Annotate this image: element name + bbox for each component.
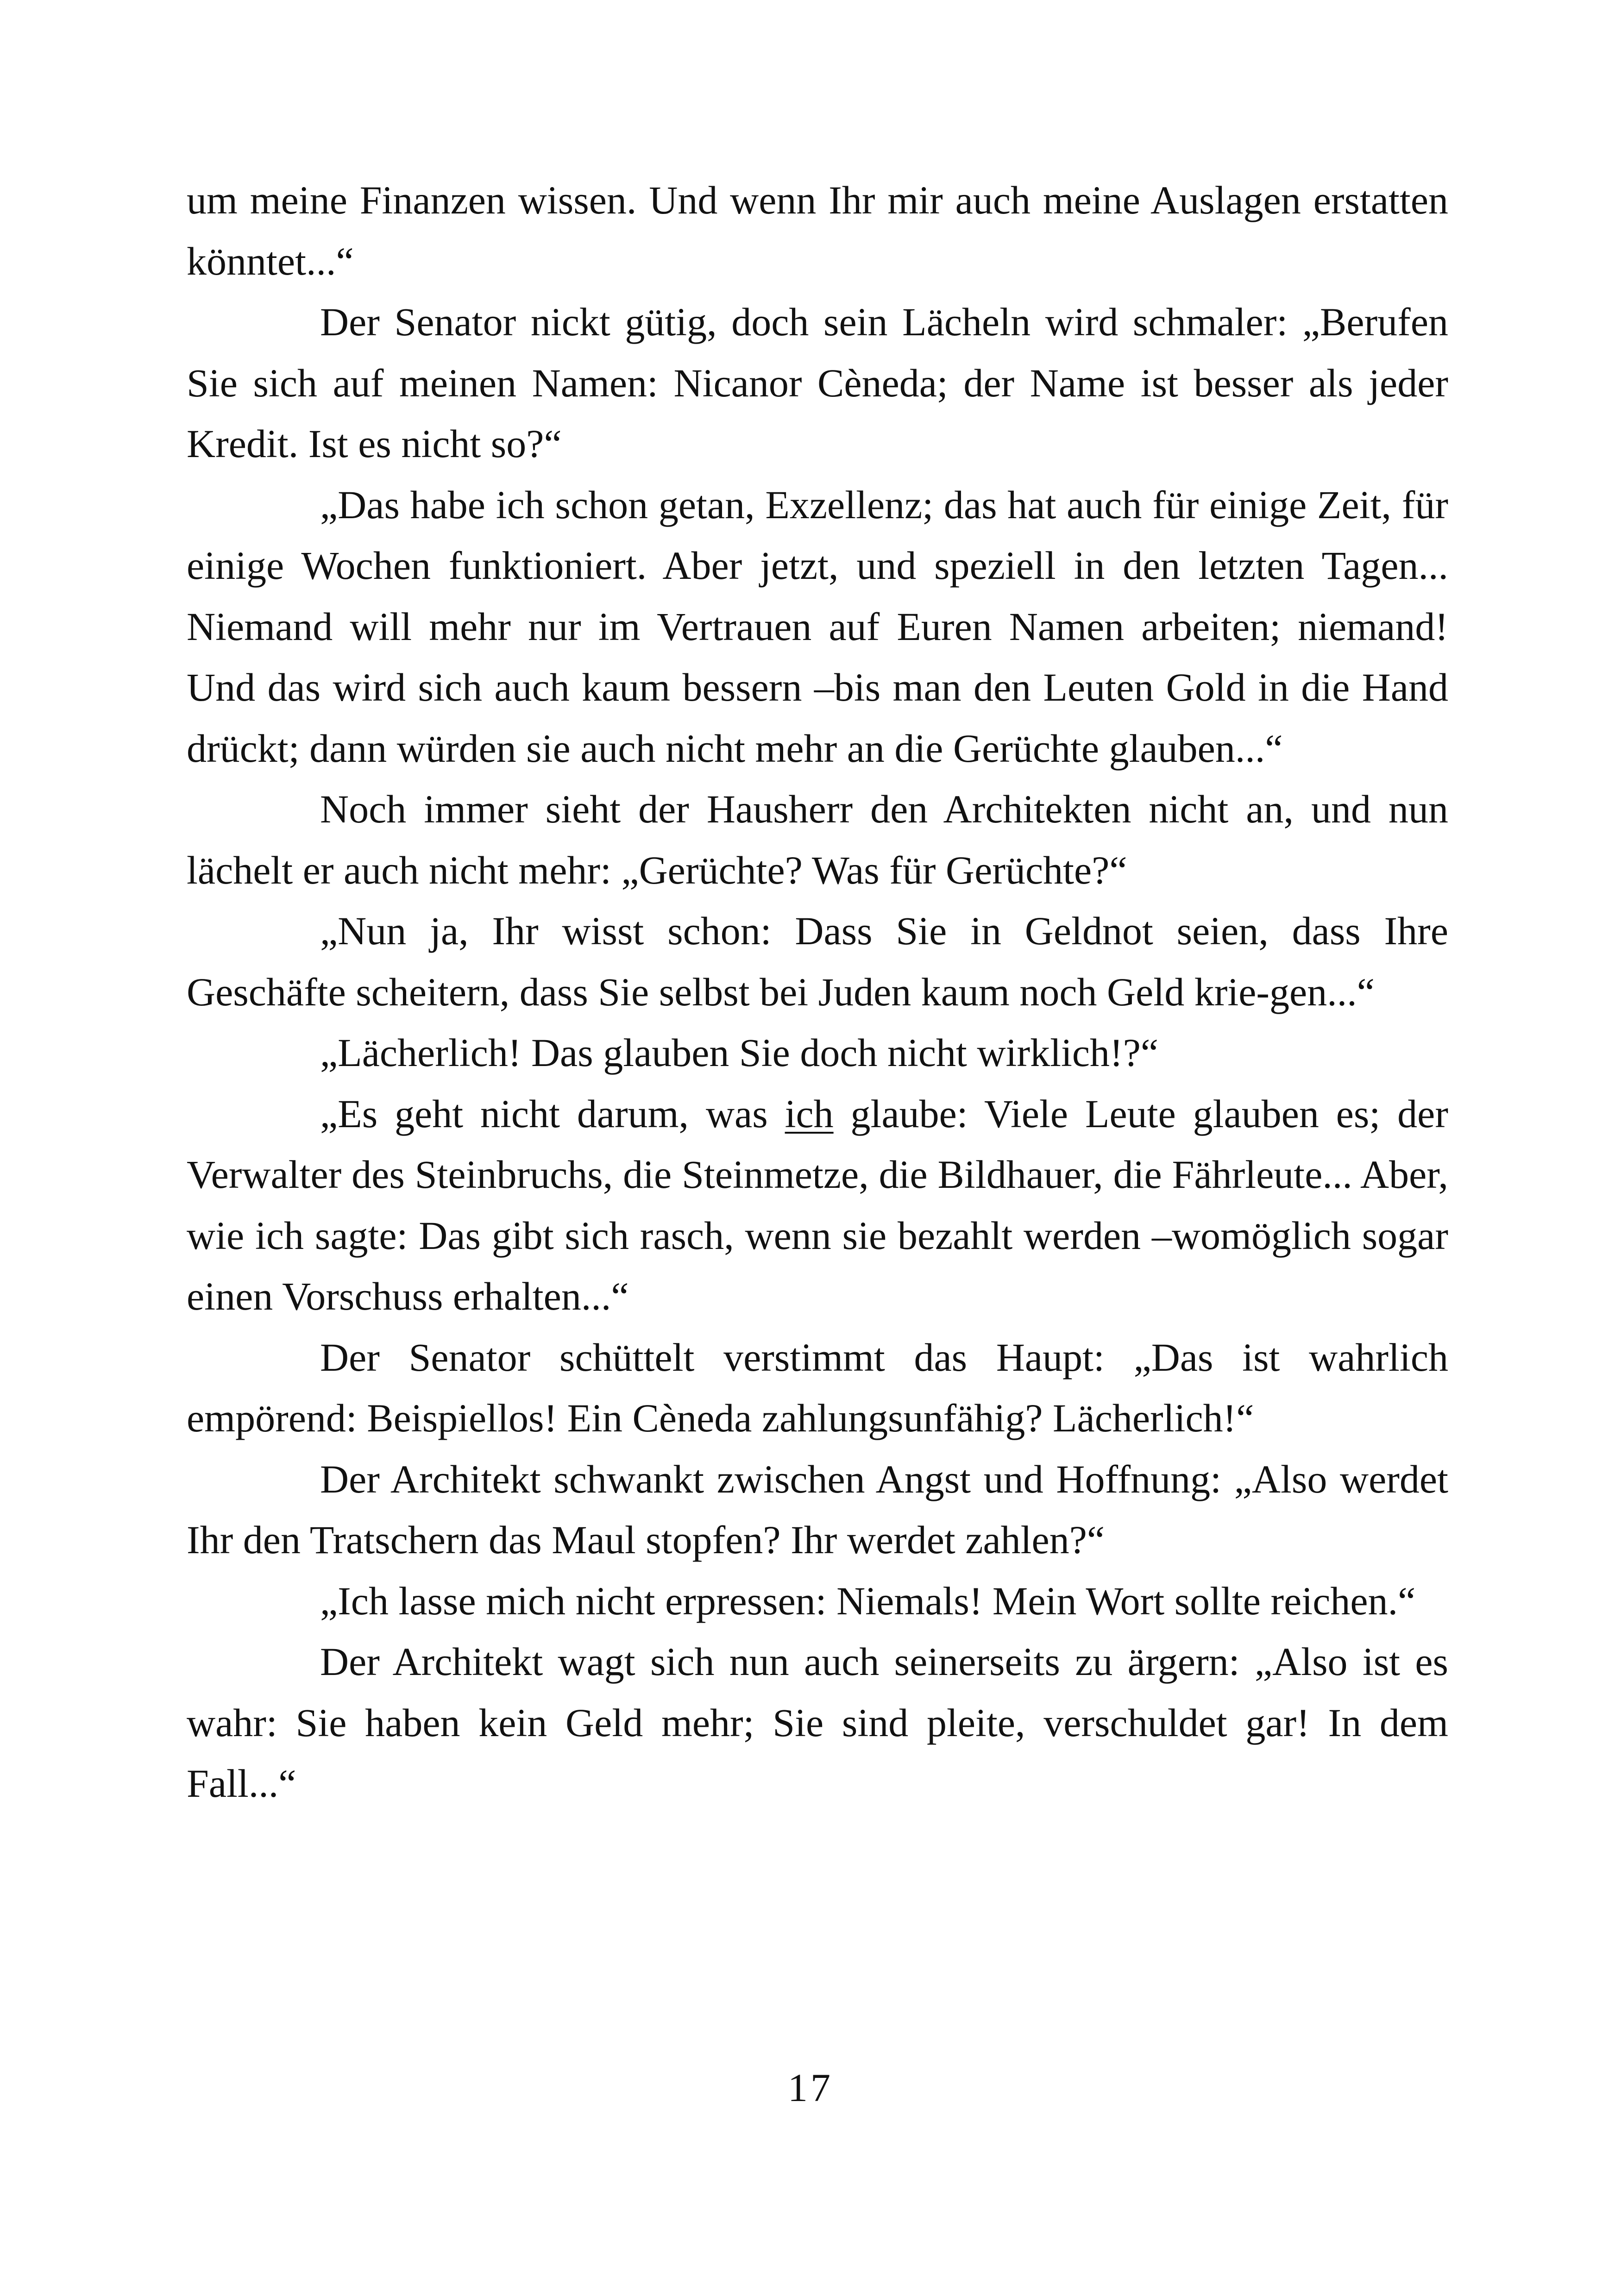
paragraph: „Lächerlich! Das glauben Sie doch nicht wirklich!?“	[320, 1030, 1159, 1075]
paragraph: Der Architekt wagt sich nun auch seinerseits zu ärgern: „Also ist es wahr: Sie haben kein Geld mehr; Sie sind pleite, verschuldet gar! In dem Fall...“	[187, 1639, 1448, 1806]
paragraph: um meine Finanzen wissen. Und wenn Ihr mir auch meine Auslagen erstatten könntet...“	[187, 178, 1448, 283]
paragraph: „Ich lasse mich nicht erpressen: Niemals! Mein Wort sollte reichen.“	[320, 1578, 1416, 1623]
paragraph: Der Senator nickt gütig, doch sein Lächeln wird schmaler: „Berufen Sie sich auf meinen Namen: Nicanor Cèneda; der Name ist besser als jeder Kredit. Ist es nicht so?“	[187, 300, 1448, 466]
paragraph-text: glaube: Viele Leute glauben es; der Verwalter des Steinbruchs, die Steinmetze, die Bildhauer, die Fährleute... Aber, wie ich sagte: Das gibt sich rasch, wenn sie bezahlt werden –womöglich sogar einen Vorschuss erhalten...“	[187, 1091, 1448, 1318]
paragraph: Der Senator schüttelt verstimmt das Haupt: „Das ist wahrlich empörend: Beispiellos! Ein Cèneda zahlungsunfähig? Lächerlich!“	[187, 1335, 1448, 1440]
paragraph: „Nun ja, Ihr wisst schon: Dass Sie in Geldnot seien, dass Ihre Geschäfte scheitern, dass Sie selbst bei Juden kaum noch Geld krie-gen...“	[187, 909, 1448, 1014]
paragraph: „Das habe ich schon getan, Exzellenz; das hat auch für einige Zeit, für einige Wochen funktioniert. Aber jetzt, und speziell in den letzten Tagen... Niemand will mehr nur im Vertrauen auf Euren Namen arbeiten; niemand! Und das wird sich auch kaum bessern –bis man den Leuten Gold in die Hand drückt; dann würden sie auch nicht mehr an die Gerüchte glauben...“	[187, 482, 1448, 771]
page-number: 17	[788, 2065, 833, 2110]
paragraph: Noch immer sieht der Hausherr den Architekten nicht an, und nun lächelt er auch nicht mehr: „Gerüchte? Was für Gerüchte?“	[187, 787, 1448, 892]
paragraph-text: „Es geht nicht darum, was	[320, 1091, 785, 1136]
paragraph: Der Architekt schwankt zwischen Angst und Hoffnung: „Also werdet Ihr den Tratschern das Maul stopfen? Ihr werdet zahlen?“	[187, 1456, 1448, 1562]
underlined-word: ich	[785, 1091, 834, 1136]
body-text	[187, 170, 1448, 1814]
paragraph	[187, 1084, 1448, 1327]
